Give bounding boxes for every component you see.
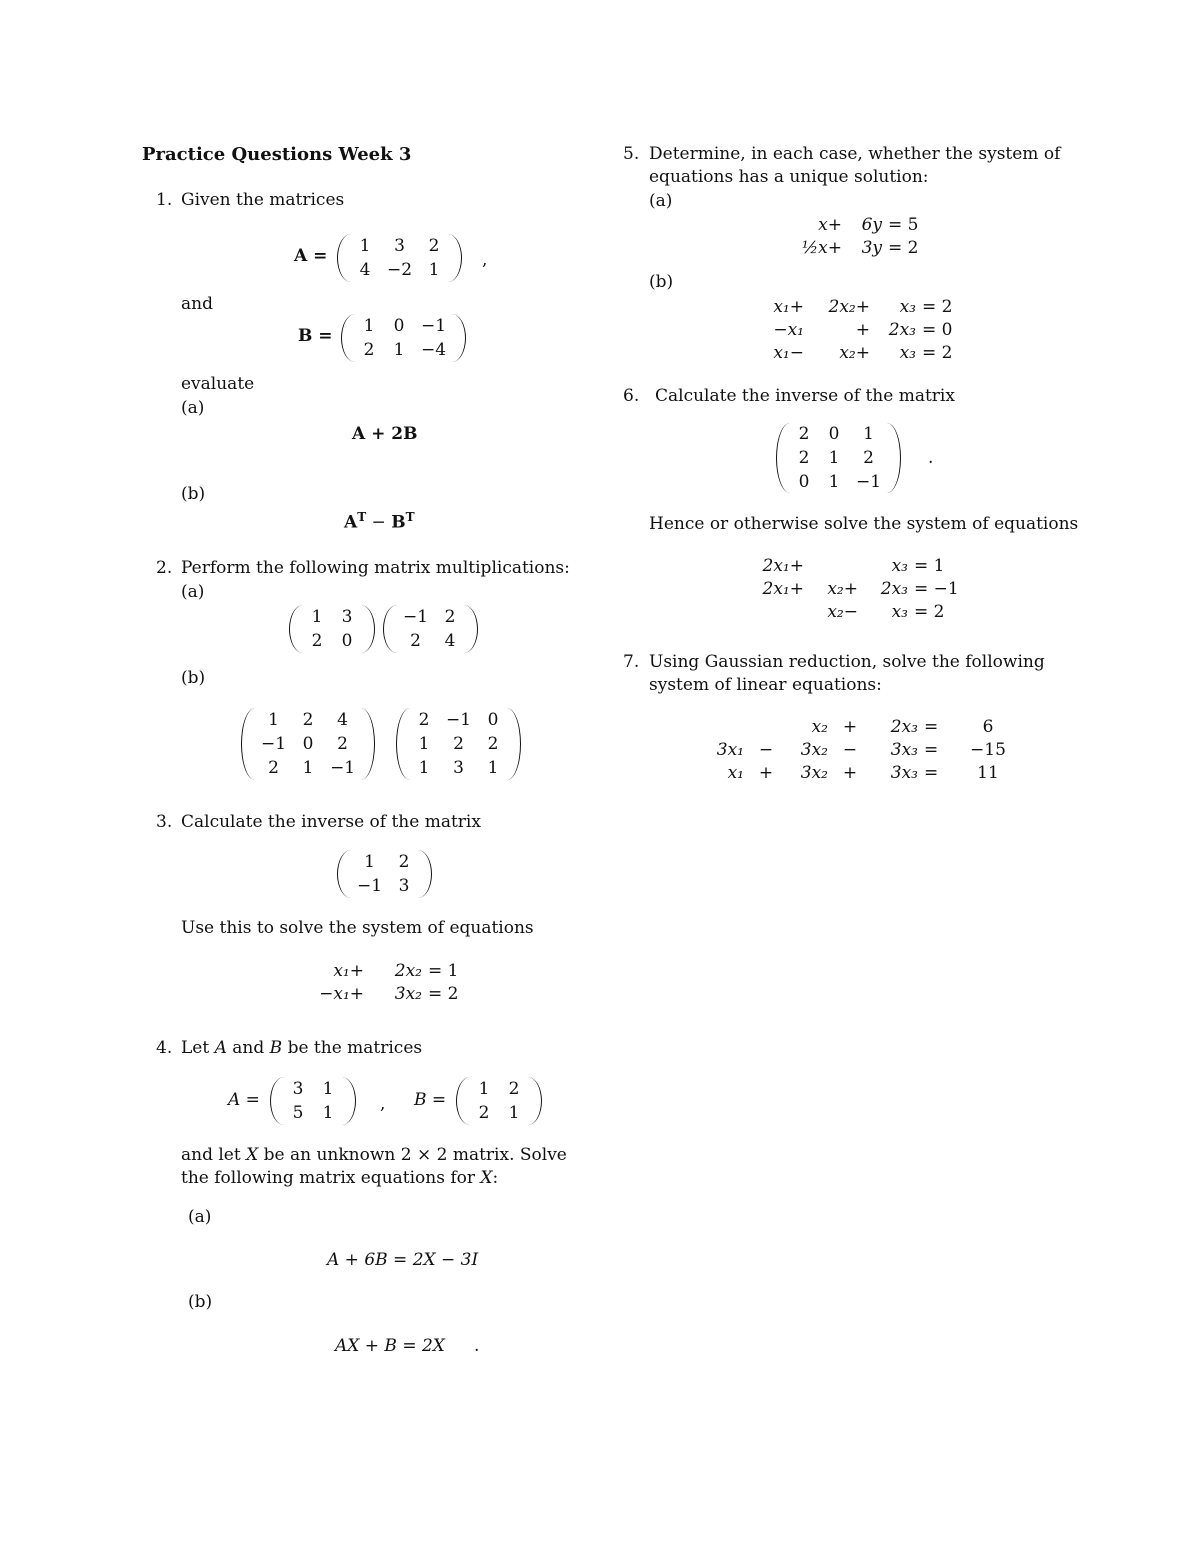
q1-matrix-a-comma: , <box>482 250 488 270</box>
equation-term: x₃ <box>899 297 916 317</box>
left-parenthesis <box>337 234 351 282</box>
equation-term: = 2 <box>922 343 953 363</box>
equation-term: = <box>924 740 939 760</box>
q4-matrix-a-label: A = <box>228 1090 260 1110</box>
equation-term: 2x₂+ <box>828 297 870 317</box>
left-parenthesis <box>383 605 397 653</box>
q4-part-a-label: (a) <box>188 1207 212 1227</box>
matrix-entry: 2 <box>363 340 375 360</box>
equation-term <box>810 555 864 577</box>
left-parenthesis <box>241 708 255 780</box>
equation-term: 2x₂ <box>394 961 422 981</box>
matrix-entry: 1 <box>322 1079 334 1099</box>
equation-term: 3x₃ <box>890 740 918 760</box>
matrix-entry: 0 <box>798 472 810 492</box>
equation-term: = 2 <box>428 984 459 1004</box>
q3-matrix <box>337 850 432 898</box>
equation-term <box>746 601 810 623</box>
equation-term: + <box>855 320 870 340</box>
matrix-entry: 1 <box>311 607 323 627</box>
matrix-entry: 1 <box>487 758 499 778</box>
matrix-entry: 2 <box>337 734 348 754</box>
equation-term: − <box>842 740 858 760</box>
right-parenthesis <box>448 234 462 282</box>
q4-matrix-b <box>456 1077 542 1125</box>
matrix-entry: 0 <box>487 710 499 730</box>
equation-term: x₂ <box>811 717 828 737</box>
matrix-entry: 1 <box>364 852 375 872</box>
q5-part-a-label: (a) <box>649 191 673 211</box>
matrix-entry: 2 <box>418 710 430 730</box>
right-parenthesis <box>887 423 901 493</box>
matrix-entry: 0 <box>828 424 840 444</box>
matrix-entry: −1 <box>330 758 356 778</box>
equation-term: 11 <box>977 763 999 783</box>
matrix-entry: 2 <box>487 734 499 754</box>
left-parenthesis <box>396 708 410 780</box>
q1-matrix-b <box>341 314 466 362</box>
matrix-entry: 1 <box>359 236 371 256</box>
q4-text-line-1: and let X be an unknown 2 × 2 matrix. Solve <box>181 1145 567 1165</box>
equation-term: x₁− <box>773 343 804 363</box>
q7-intro-line-2: system of linear equations: <box>649 675 882 695</box>
matrix-entry: 1 <box>363 316 375 336</box>
equation-term: x₃ <box>891 556 908 576</box>
equation-term: 6 <box>982 717 994 737</box>
q2-part-b-matrix-left <box>241 708 375 780</box>
equation-term: = 2 <box>888 238 919 258</box>
q1-part-a-expression: A + 2B <box>352 424 418 444</box>
matrix-entry: 2 <box>863 448 874 468</box>
q7-equation-system <box>706 716 1016 784</box>
matrix-entry: 4 <box>359 260 371 280</box>
page-title: Practice Questions Week 3 <box>142 144 412 165</box>
matrix-entry: −1 <box>403 607 429 627</box>
left-parenthesis <box>341 314 355 362</box>
q2-intro: Perform the following matrix multiplications: <box>181 558 570 578</box>
q4-matrix-b-label: B = <box>414 1090 447 1110</box>
equation-term: = 2 <box>914 602 945 622</box>
q6-period: . <box>928 448 934 468</box>
q4-comma: , <box>380 1094 386 1114</box>
equation-term: = <box>924 763 939 783</box>
equation-term: x₂− <box>827 602 858 622</box>
q2-number: 2. <box>156 558 173 578</box>
q1-matrix-a-label: A = <box>294 246 328 266</box>
matrix-entry: 2 <box>311 631 323 651</box>
q7-number: 7. <box>623 652 640 672</box>
right-parenthesis <box>452 314 466 362</box>
q4-number: 4. <box>156 1038 173 1058</box>
q4-text-line-2: the following matrix equations for X: <box>181 1168 499 1188</box>
equation-term: 2x₃ <box>888 320 916 340</box>
matrix-entry: 1 <box>268 710 279 730</box>
matrix-entry: 1 <box>418 734 430 754</box>
matrix-entry: 1 <box>322 1103 334 1123</box>
q1-part-b-label: (b) <box>181 484 206 504</box>
matrix-entry: 1 <box>828 472 840 492</box>
equation-term: 3x₂ <box>394 984 422 1004</box>
equation-term: + <box>758 763 774 783</box>
q6-intro: Calculate the inverse of the matrix <box>655 386 955 406</box>
equation-term: = 5 <box>888 215 919 235</box>
matrix-entry: 3 <box>394 236 405 256</box>
matrix-entry: 1 <box>302 758 314 778</box>
q4-part-b-period: . <box>474 1336 480 1356</box>
equation-term: + <box>842 763 858 783</box>
q1-intro: Given the matrices <box>181 190 345 210</box>
matrix-entry: −1 <box>446 710 472 730</box>
matrix-entry: 4 <box>337 710 348 730</box>
equation-term: = <box>924 717 939 737</box>
q4-part-a-equation: A + 6B = 2X − 3I <box>327 1250 479 1270</box>
q1-number: 1. <box>156 190 173 210</box>
equation-term: = 1 <box>914 556 945 576</box>
equation-term: x₂+ <box>839 343 870 363</box>
matrix-entry: −4 <box>421 340 447 360</box>
q3-equation-system <box>310 960 478 1005</box>
equation-term: x₃ <box>899 343 916 363</box>
matrix-entry: 1 <box>863 424 874 444</box>
q6-equation-system <box>746 555 964 623</box>
q3-intro: Calculate the inverse of the matrix <box>181 812 481 832</box>
equation-term: = −1 <box>914 579 959 599</box>
left-parenthesis <box>456 1077 470 1125</box>
matrix-entry: −1 <box>261 734 287 754</box>
matrix-entry: 2 <box>798 424 810 444</box>
q1-part-b-expression: $A^T - B^T$ <box>344 510 415 533</box>
matrix-entry: 1 <box>508 1103 520 1123</box>
q5-part-a-system <box>788 214 938 259</box>
left-parenthesis <box>289 605 303 653</box>
q2-part-a-matrix-left <box>289 605 375 653</box>
matrix-entry: 2 <box>398 852 410 872</box>
matrix-entry: 2 <box>410 631 421 651</box>
matrix-entry: −1 <box>357 876 383 896</box>
matrix-entry: 1 <box>393 340 405 360</box>
equation-term: −x₁+ <box>319 984 364 1004</box>
equation-term: 3y <box>861 238 882 258</box>
matrix-entry: 2 <box>428 236 440 256</box>
equation-term: x₂+ <box>827 579 858 599</box>
matrix-entry: 1 <box>418 758 430 778</box>
right-parenthesis <box>464 605 478 653</box>
q2-part-a-label: (a) <box>181 582 205 602</box>
matrix-entry: 1 <box>428 260 440 280</box>
matrix-entry: 3 <box>292 1079 304 1099</box>
matrix-entry: 2 <box>268 758 279 778</box>
left-parenthesis <box>337 850 351 898</box>
equation-term: − <box>758 740 774 760</box>
q6-number: 6. <box>623 386 640 406</box>
matrix-entry: 2 <box>478 1103 490 1123</box>
q4-part-b-label: (b) <box>188 1292 213 1312</box>
matrix-entry: 2 <box>453 734 464 754</box>
right-parenthesis <box>507 708 521 780</box>
q5-part-b-system <box>752 296 972 364</box>
matrix-entry: 1 <box>478 1079 490 1099</box>
q5-intro-line-1: Determine, in each case, whether the system of <box>649 144 1061 164</box>
q1-and: and <box>181 294 213 314</box>
q4-intro: Let A and B be the matrices <box>181 1038 423 1058</box>
q1-part-a-label: (a) <box>181 398 205 418</box>
q2-part-b-matrix-right <box>396 708 521 780</box>
q3-number: 3. <box>156 812 173 832</box>
equation-term: = 2 <box>922 297 953 317</box>
equation-term: 2x₁+ <box>762 556 804 576</box>
equation-term: x₁+ <box>333 961 364 981</box>
equation-term: 2x₃ <box>880 579 908 599</box>
equation-term <box>706 716 750 738</box>
equation-term: = 1 <box>428 961 459 981</box>
q6-matrix <box>776 423 901 493</box>
matrix-entry: 0 <box>393 316 405 336</box>
q5-intro-line-2: equations has a unique solution: <box>649 167 929 187</box>
equation-term: −x₁ <box>773 320 804 340</box>
matrix-entry: 4 <box>444 631 456 651</box>
matrix-entry: 3 <box>341 607 353 627</box>
q2-part-a-matrix-right <box>383 605 478 653</box>
equation-term: x+ <box>818 215 842 235</box>
q7-intro-line-1: Using Gaussian reduction, solve the following <box>649 652 1045 672</box>
equation-term: 3x₃ <box>890 763 918 783</box>
q1-matrix-a <box>337 234 462 282</box>
matrix-entry: 3 <box>453 758 464 778</box>
equation-term <box>750 716 788 738</box>
matrix-entry: −2 <box>387 260 413 280</box>
matrix-entry: 2 <box>798 448 810 468</box>
equation-term: = 0 <box>922 320 953 340</box>
matrix-entry: 2 <box>508 1079 520 1099</box>
q6-hence-text: Hence or otherwise solve the system of equations <box>649 514 1079 534</box>
left-parenthesis <box>776 423 790 493</box>
right-parenthesis <box>361 605 375 653</box>
equation-term: x₁+ <box>773 297 804 317</box>
matrix-entry: 0 <box>302 734 314 754</box>
equation-term: x₃ <box>891 602 908 622</box>
q5-number: 5. <box>623 144 640 164</box>
equation-term: 2x₁+ <box>762 579 804 599</box>
q4-part-b-equation: AX + B = 2X <box>335 1336 445 1356</box>
equation-term: 3x₂ <box>800 740 828 760</box>
matrix-entry: 3 <box>398 876 410 896</box>
matrix-entry: 2 <box>302 710 314 730</box>
q2-part-b-label: (b) <box>181 668 206 688</box>
q5-part-b-label: (b) <box>649 272 674 292</box>
equation-term: 6y <box>861 215 882 235</box>
matrix-entry: −1 <box>856 472 882 492</box>
q3-use-text: Use this to solve the system of equations <box>181 918 534 938</box>
equation-term: −15 <box>970 740 1006 760</box>
equation-term: 3x₂ <box>800 763 828 783</box>
q4-matrix-a <box>270 1077 356 1125</box>
matrix-entry: 2 <box>444 607 456 627</box>
right-parenthesis <box>528 1077 542 1125</box>
right-parenthesis <box>361 708 375 780</box>
q1-matrix-b-label: B = <box>298 326 333 346</box>
matrix-entry: 1 <box>828 448 840 468</box>
matrix-entry: −1 <box>421 316 447 336</box>
matrix-entry: 0 <box>341 631 353 651</box>
equation-term: x₁ <box>727 763 744 783</box>
matrix-entry: 5 <box>292 1103 304 1123</box>
equation-term: 2x₃ <box>890 717 918 737</box>
equation-term: + <box>842 717 858 737</box>
equation-term: ½x+ <box>801 238 842 258</box>
left-parenthesis <box>270 1077 284 1125</box>
right-parenthesis <box>418 850 432 898</box>
q1-evaluate: evaluate <box>181 374 255 394</box>
equation-term: 3x₁ <box>716 740 744 760</box>
right-parenthesis <box>342 1077 356 1125</box>
